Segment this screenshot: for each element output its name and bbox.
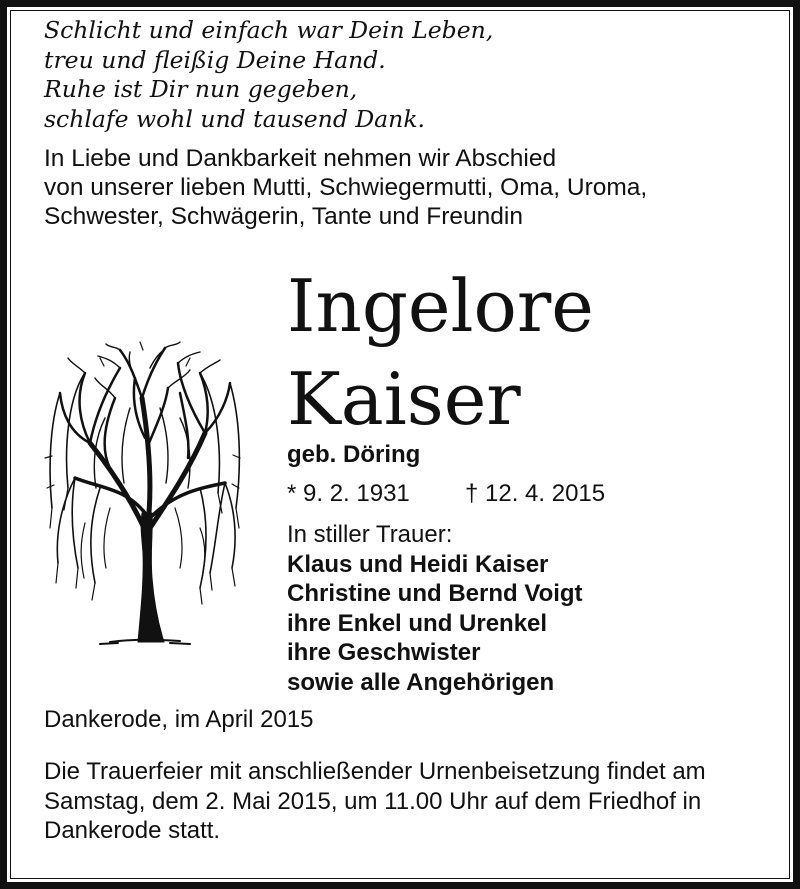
intro-line: In Liebe und Dankbarkeit nehmen wir Abschied [44,145,557,172]
deceased-first-name: Ingelore [287,264,594,348]
funeral-line: Die Trauerfeier mit anschließender Urnenbeisetzung findet am [44,758,706,785]
poem-line: schlafe wohl und tausend Dank. [44,104,426,133]
poem [44,16,493,134]
mourner-entry: ihre Geschwister [287,639,481,666]
farewell-intro [44,144,647,231]
mourner-entry: Christine und Bernd Voigt [287,580,583,607]
mourner-entry: ihre Enkel und Urenkel [287,609,548,637]
poem-line: Ruhe ist Dir nun gegeben, [44,75,358,103]
birth-date: * 9. 2. 1931 [287,480,410,507]
life-dates [287,480,627,510]
funeral-line: Samstag, dem 2. Mai 2015, um 11.00 Uhr auf dem Friedhof in [44,787,702,815]
poem-line: Schlicht und einfach war Dein Leben, [44,16,494,44]
poem-line: treu und fleißig Deine Hand. [44,45,386,74]
funeral-line: Dankerode statt. [44,817,221,844]
mourners-heading: In stiller Trauer: [287,521,453,548]
mourner-entry: sowie alle Angehörigen [287,668,555,696]
death-date: † 12. 4. 2015 [465,480,606,507]
intro-line: Schwester, Schwägerin, Tante und Freundin [44,203,523,230]
weeping-tree-icon [40,338,245,653]
mourners-block [287,520,583,697]
place-and-date: Dankerode, im April 2015 [44,706,314,733]
intro-line: von unserer lieben Mutti, Schwiegermutti, Oma, Uroma, [44,174,648,201]
deceased-last-name: Kaiser [287,357,521,441]
mourner-entry: Klaus und Heidi Kaiser [287,550,549,578]
birth-name: geb. Döring [287,441,421,468]
funeral-notice [44,757,706,846]
